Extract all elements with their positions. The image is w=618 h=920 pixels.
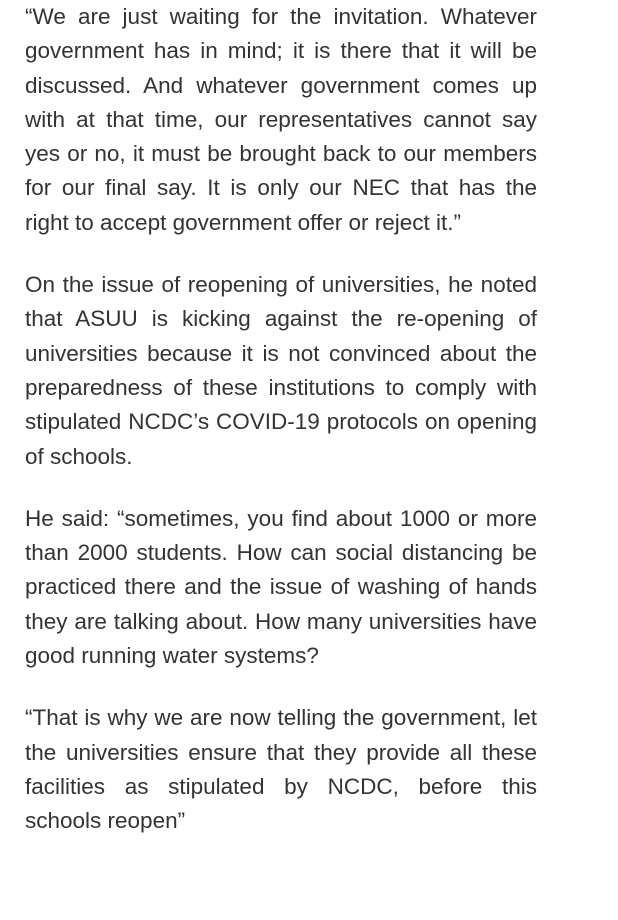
paragraph-reopening-universities: On the issue of reopening of universities, he noted that ASUU is kicking against the re-opening of universities because it is not convinced about the preparedness of these institutions to comply with stipulated NCDC’s COVID-19 protocols on opening of schools. [25, 272, 537, 469]
paragraph-quote-invitation: “We are just waiting for the invitation. Whatever government has in mind; it is there that it will be discussed. And whatever government comes up with at that time, our representatives cannot say yes or no, it must be brought back to our members for our final say. It is only our NEC that has the right to accept government offer or reject it.” [25, 4, 537, 235]
article-body [25, 0, 537, 839]
paragraph-facilities: “That is why we are now telling the government, let the universities ensure that they provide all these facilities as stipulated by NCDC, before this schools reopen” [25, 705, 537, 834]
paragraph-social-distancing: He said: “sometimes, you find about 1000 or more than 2000 students. How can social distancing be practiced there and the issue of washing of hands they are talking about. How many universities have good running water systems? [25, 505, 537, 669]
